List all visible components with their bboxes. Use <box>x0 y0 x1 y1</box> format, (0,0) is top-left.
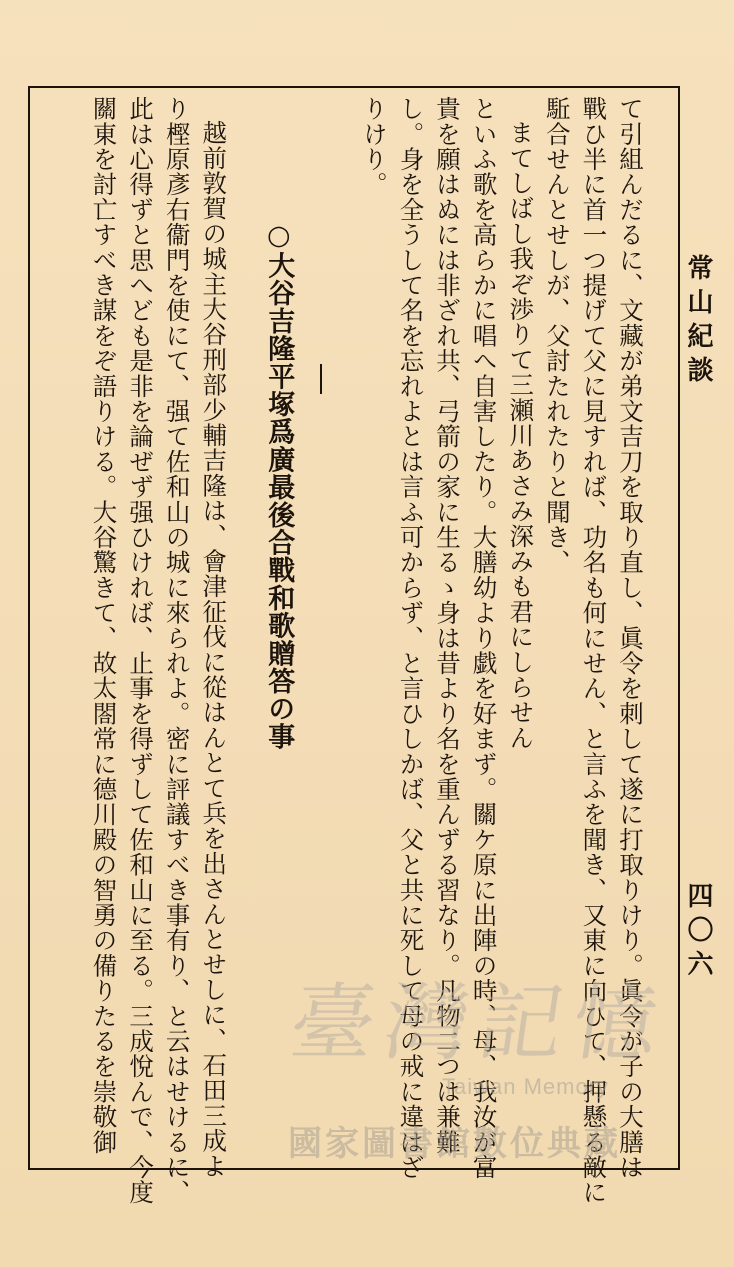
column-spacer <box>231 96 249 1162</box>
text-column: 戰ひ半に首一つ提げて父に見すれば、功名も何にせん、と言ふを聞き、又東に向ひて、押懸る敵に <box>579 96 609 1205</box>
text-column: し。身を全うして名を忘れよとは言ふ可からず、と言ひしかば、父と共に死して母の戒に違はざ <box>396 96 426 1180</box>
page-number: 四〇六 <box>683 882 713 984</box>
text-column: 此は心得ずと思へども是非を論ぜず强ひければ、止事を得ずして佐和山に至る。三成悅んで、今度 <box>126 96 156 1205</box>
vertical-text-body <box>36 96 648 1205</box>
running-title: 常山紀談 <box>683 254 713 390</box>
text-column: り樫原彥右衞門を使にて、强て佐和山の城に來られよ。密に評議すべき事有り、と云はせけるに、 <box>162 96 192 1205</box>
text-column: 越前敦賀の城主大谷刑部少輔吉隆は、會津征伐に從はんとて兵を出さんとせしに、石田三成よ <box>199 120 229 1179</box>
section-title: ○大谷吉隆平塚爲廣最後合戰和歌贈答の事 <box>263 220 295 751</box>
text-column: りけり。 <box>359 96 389 197</box>
watermark-english: Taiwan Memory <box>442 1074 610 1099</box>
watermark-organization: 國家圖書館數位典藏 <box>288 1124 621 1164</box>
text-column: 駈合せんとせしが、父討たれたりと聞き、 <box>542 96 572 575</box>
separator-mark <box>307 96 337 1162</box>
text-column: て引組んだるに、文藏が弟文吉刀を取り直し、眞令を刺して遂に打取りけり。眞令が子の大膳は <box>616 96 645 1180</box>
text-column: 關東を討亡すべき謀をぞ語りける。大谷驚きて、故太閤常に德川殿の智勇の備りたるを崇敬御 <box>89 96 119 1155</box>
text-column: まてしばし我ぞ渉りて三瀬川あさみ深みも君にしらせん <box>506 120 536 750</box>
column-spacer <box>337 96 355 1162</box>
text-column: 貴を願はぬには非ざれ共、弓箭の家に生るゝ身は昔より名を重んずる習なり。凡物二つは兼難 <box>433 96 463 1155</box>
watermark-logo: 臺灣記憶 <box>284 974 674 1072</box>
text-column: といふ歌を高らかに唱へ自害したり。大膳幼より戯を好まず。關ケ原に出陣の時、母、我汝が富 <box>469 96 499 1180</box>
